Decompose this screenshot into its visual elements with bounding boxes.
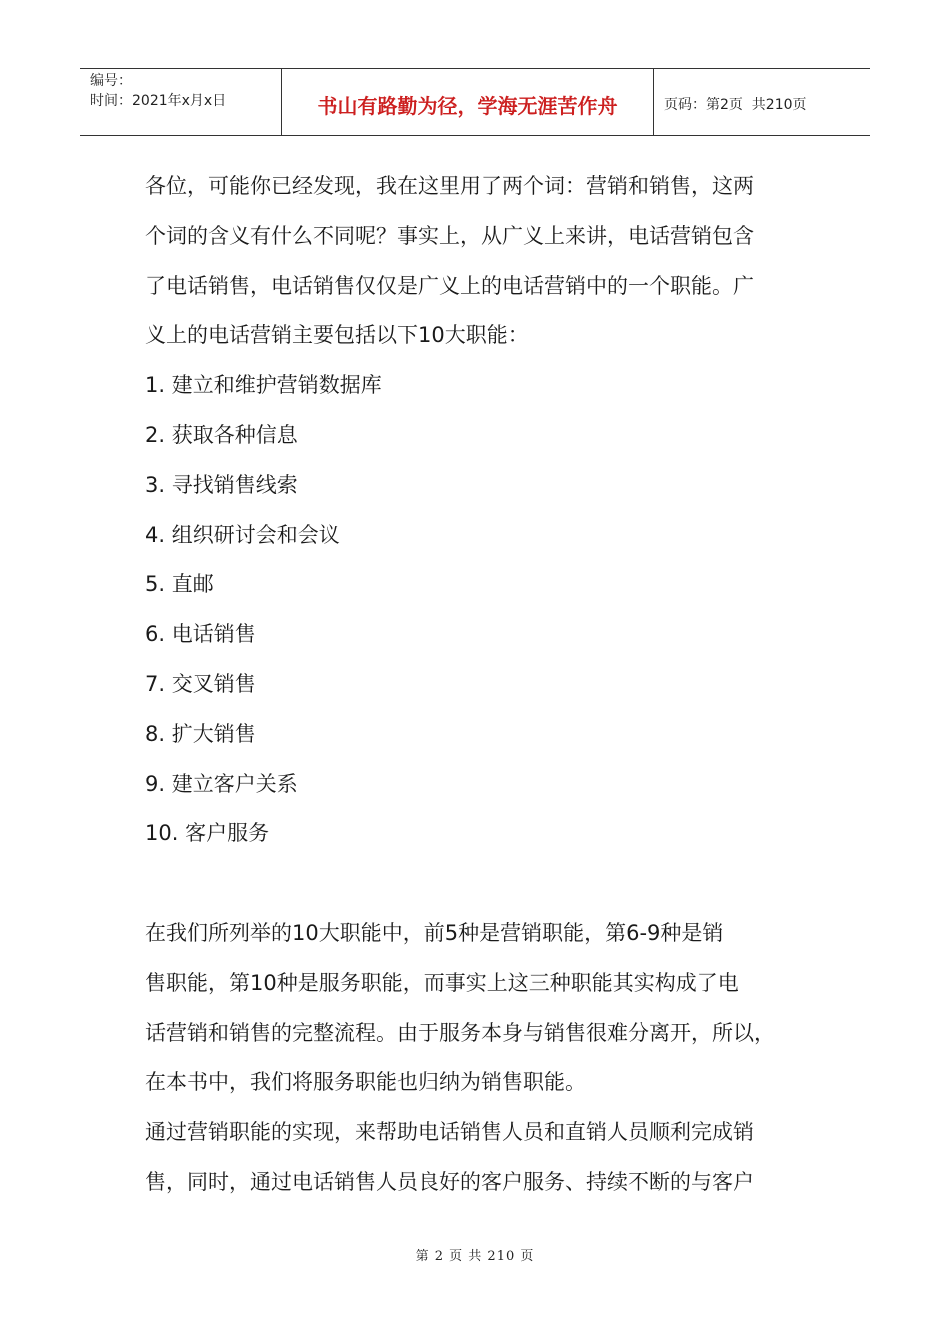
text-line: 话营销和销售的完整流程。由于服务本身与销售很难分离开，所以， xyxy=(145,1020,775,1045)
text-line: 售职能，第10种是服务职能，而事实上这三种职能其实构成了电 xyxy=(145,970,739,995)
document-body xyxy=(145,162,825,1208)
header-motto: 书山有路勤为径，学海无涯苦作舟 xyxy=(282,69,654,135)
text-line: 在本书中，我们将服务职能也归纳为销售职能。 xyxy=(145,1070,586,1095)
number-label: 编号： xyxy=(90,73,132,89)
text-line: 售，同时，通过电话销售人员良好的客户服务、持续不断的与客户 xyxy=(145,1169,754,1194)
list-item: 6. 电话销售 xyxy=(145,622,256,647)
list-item: 2. 获取各种信息 xyxy=(145,422,298,447)
functions-list xyxy=(145,361,825,859)
intro-paragraph xyxy=(145,162,825,361)
summary-paragraph xyxy=(145,909,825,1108)
page-footer: 第 2 页 共 210 页 xyxy=(415,1249,535,1264)
time-label: 时间：2021年x月x日 xyxy=(90,93,227,109)
blank-line xyxy=(145,859,825,909)
list-item: 10. 客户服务 xyxy=(145,821,270,846)
list-item: 5. 直邮 xyxy=(145,572,214,597)
header-meta xyxy=(80,69,282,135)
list-item: 7. 交叉销售 xyxy=(145,671,256,696)
list-item: 4. 组织研讨会和会议 xyxy=(145,522,340,547)
list-item: 8. 扩大销售 xyxy=(145,721,256,746)
list-item: 3. 寻找销售线索 xyxy=(145,472,298,497)
header-page-info xyxy=(654,69,870,135)
closing-paragraph xyxy=(145,1108,825,1208)
text-line: 各位，可能你已经发现，我在这里用了两个词：营销和销售，这两 xyxy=(145,174,754,198)
text-line: 了电话销售，电话销售仅仅是广义上的电话营销中的一个职能。广 xyxy=(145,273,754,298)
list-item: 1. 建立和维护营销数据库 xyxy=(145,373,382,398)
page-info-text: 页码：第2页 共210页 xyxy=(664,97,807,113)
text-line: 个词的含义有什么不同呢？事实上，从广义上来讲，电话营销包含 xyxy=(145,223,754,248)
text-line: 义上的电话营销主要包括以下10大职能： xyxy=(145,323,529,348)
text-line: 在我们所列举的10大职能中，前5种是营销职能，第6-9种是销 xyxy=(145,920,724,945)
page-header xyxy=(80,68,870,136)
text-line: 通过营销职能的实现，来帮助电话销售人员和直销人员顺利完成销 xyxy=(145,1120,754,1145)
list-item: 9. 建立客户关系 xyxy=(145,771,298,796)
